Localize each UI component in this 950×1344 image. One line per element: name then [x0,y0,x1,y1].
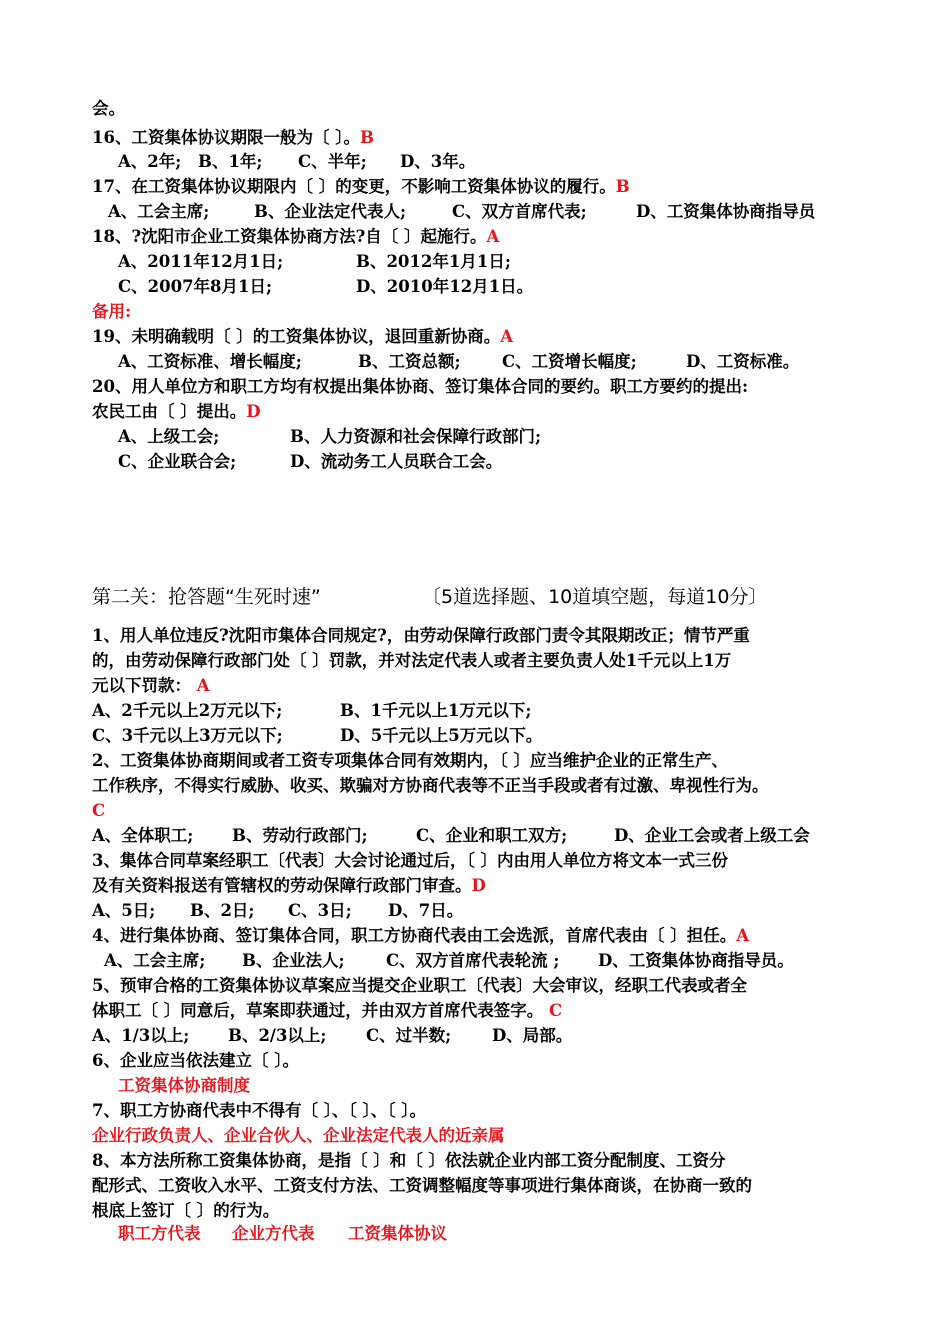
question-5-line1: 5、预审合格的工资集体协议草案应当提交企业职工〔代表〕大会审议，经职工代表或者全 [92,976,747,995]
question-text: 18、?沈阳市企业工资集体协商方法?自〔 〕起施行。 [92,227,487,246]
option-a: A、2011年12月1日; [118,252,284,271]
question-2-line1: 2、工资集体协商期间或者工资专项集体合同有效期内，〔 〕应当维护企业的正常生产、 [92,751,728,770]
answer-mark: B [359,128,374,147]
option-d: D、7日。 [388,901,464,920]
option-b: B、人力资源和社会保障行政部门; [290,427,542,446]
option-d: D、工资集体协商指导员 [636,202,816,221]
option-c: C、3千元以上3万元以下; [92,726,283,745]
option-b: B、企业法人; [242,951,345,970]
option-d: D、工资集体协商指导员。 [598,951,794,970]
option-d: D、5千元以上5万元以下。 [340,726,543,745]
question-1-line1: 1、用人单位违反?沈阳市集体合同规定?，由劳动保障行政部门责令其限期改正；情节严重 [92,626,750,645]
answer-mark: A [486,227,500,246]
option-d: D、工资标准。 [686,352,800,371]
answer-mark: A [196,676,210,695]
option-d: D、2010年12月1日。 [356,277,534,296]
option-b: B、2日; [190,901,255,920]
option-b: B、劳动行政部门; [232,826,368,845]
question-20-line2 [92,401,261,423]
option-a: A、上级工会; [118,427,220,446]
answer-mark: C [549,1001,563,1020]
answer-8-1: 职工方代表 [118,1224,201,1243]
option-c: C、企业和职工双方; [416,826,568,845]
options-2 [92,825,810,847]
options-4 [104,950,794,972]
option-a: A、工资标准、增长幅度; [118,352,302,371]
question-text: 元以下罚款： [92,676,191,695]
answer-mark: B [615,177,630,196]
options-3 [92,900,463,922]
option-d: D、3年。 [400,152,476,171]
question-text: 16、工资集体协议期限一般为〔 〕。 [92,128,360,147]
options-17 [108,201,815,223]
options-20-row1 [118,426,541,448]
option-c: C、企业联合会; [118,452,237,471]
question-18 [92,226,499,248]
option-c: C、工资增长幅度; [502,352,637,371]
option-b: B、1千元以上1万元以下; [340,701,532,720]
options-1-row1 [92,700,532,722]
question-16 [92,127,374,149]
option-d: D、企业工会或者上级工会 [614,826,810,845]
question-19 [92,326,513,348]
answer-mark: A [500,327,514,346]
question-text: 农民工由〔 〕提出。 [92,402,247,421]
options-5 [92,1025,572,1047]
question-text: 体职工〔 〕同意后，草案即获通过，并由双方首席代表签字。 [92,1001,544,1020]
section-heading [92,586,767,608]
question-2-line2: 工作秩序，不得实行威胁、收买、欺骗对方协商代表等不正当手段或者有过激、卑视性行为。 [92,776,769,795]
options-18-row1 [118,251,511,273]
answer-8 [118,1223,447,1245]
answer-7: 企业行政负责人、企业合伙人、企业法定代表人的近亲属 [92,1126,505,1145]
question-5-line2 [92,1000,562,1022]
options-1-row2 [92,725,542,747]
question-1-line2: 的，由劳动保障行政部门处〔 〕罚款，并对法定代表人或者主要负责人处1千元以上1万 [92,651,732,670]
section-title: 第二关：抢答题“生死时速” [92,586,321,608]
question-8-line1: 8、本方法所称工资集体协商，是指〔 〕和〔 〕依法就企业内部工资分配制度、工资分 [92,1151,726,1170]
option-b: B、工资总额; [358,352,461,371]
answer-mark: D [471,876,486,895]
answer-8-3: 工资集体协议 [348,1224,447,1243]
question-8-line3: 根底上签订〔 〕的行为。 [92,1201,280,1220]
option-c: C、双方首席代表; [452,202,587,221]
option-d: D、局部。 [492,1026,573,1045]
question-3-line1: 3、集体合同草案经职工〔代表〕大会讨论通过后，〔 〕内由用人单位方将文本一式三份 [92,851,728,870]
question-7: 7、职工方协商代表中不得有〔 〕、〔 〕、〔 〕。 [92,1101,426,1120]
continuation-text: 会。 [92,99,125,118]
question-3-line2 [92,875,486,897]
question-6: 6、企业应当依法建立〔 〕。 [92,1051,299,1070]
answer-8-2: 企业方代表 [232,1224,315,1243]
section-subtitle: 〔5道选择题、10道填空题，每道10分〕 [422,586,768,608]
option-c: C、半年; [298,152,367,171]
question-text: 17、在工资集体协议期限内〔 〕的变更，不影响工资集体协议的履行。 [92,177,616,196]
question-4-line1 [92,925,749,947]
option-a: A、2千元以上2万元以下; [92,701,283,720]
option-c: C、双方首席代表轮流 ; [386,951,560,970]
options-18-row2 [118,276,533,298]
options-20-row2 [118,451,502,473]
option-c: C、过半数; [366,1026,452,1045]
option-a: A、2年; [118,152,182,171]
answer-6: 工资集体协商制度 [118,1076,250,1095]
options-19 [118,351,799,373]
answer-mark: D [246,402,261,421]
question-17 [92,176,630,198]
question-8-line2: 配形式、工资收入水平、工资支付方法、工资调整幅度等事项进行集体商谈，在协商一致的 [92,1176,752,1195]
answer-mark: A [736,926,750,945]
option-b: B、2012年1月1日; [356,252,511,271]
option-a: A、工会主席; [108,202,210,221]
option-d: D、流动务工人员联合工会。 [290,452,503,471]
option-a: A、工会主席; [104,951,206,970]
question-text: 4、进行集体协商、签订集体合同，职工方协商代表由工会选派，首席代表由〔 〕担任。 [92,926,737,945]
options-16 [118,151,475,173]
option-a: A、全体职工; [92,826,194,845]
question-text: 及有关资料报送有管辖权的劳动保障行政部门审查。 [92,876,472,895]
option-a: A、1/3以上; [92,1026,190,1045]
question-text: 19、未明确载明〔 〕的工资集体协议，退回重新协商。 [92,327,501,346]
question-1-line3 [92,675,210,697]
answer-mark: C [92,801,106,820]
option-b: B、1年; [198,152,263,171]
option-c: C、3日; [288,901,352,920]
option-a: A、5日; [92,901,156,920]
option-b: B、企业法定代表人; [254,202,407,221]
question-20-line1: 20、用人单位方和职工方均有权提出集体协商、签订集体合同的要约。职工方要约的提出: [92,377,749,396]
option-b: B、2/3以上; [228,1026,327,1045]
reserve-label: 备用: [92,302,132,321]
option-c: C、2007年8月1日; [118,277,273,296]
